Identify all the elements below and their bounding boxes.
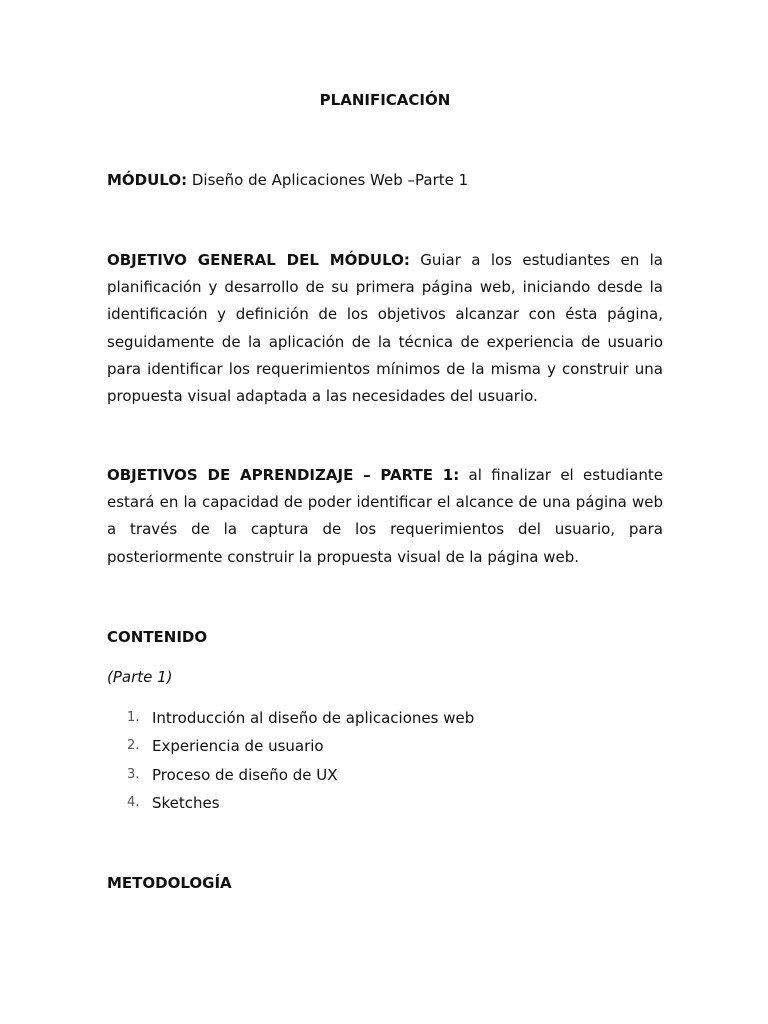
list-item-number: 3. xyxy=(127,766,140,782)
general-objective-label: OBJETIVO GENERAL DEL MÓDULO: xyxy=(107,251,410,269)
list-item-text: Proceso de diseño de UX xyxy=(152,765,338,784)
learning-objectives-text: al finalizar el estudiante estará en la capacidad de poder identificar el alcance de una página web a través de la captura de los requerimientos del usuario, para posteriormente construir la propuesta visual de la página web. xyxy=(107,466,663,566)
methodology-heading: METODOLOGÍA xyxy=(107,874,232,892)
content-list xyxy=(107,707,663,820)
module-value: Diseño de Aplicaciones Web –Parte 1 xyxy=(187,171,469,189)
list-item-number: 4. xyxy=(127,794,140,810)
list-item xyxy=(107,707,663,735)
module-label: MÓDULO: xyxy=(107,171,188,189)
general-objective-text: Guiar a los estudiantes en la planificación y desarrollo de su primera página web, iniciando desde la identificación y definición de los objetivos alcanzar con ésta página, seguidamente de la aplicación de la técnica de experiencia de usuario para identificar los requerimientos mínimos de la misma y construir una propuesta visual adaptada a las necesidades del usuario. xyxy=(107,251,663,406)
page-title: PLANIFICACIÓN xyxy=(319,91,451,109)
list-item-number: 2. xyxy=(127,738,140,754)
content-heading: CONTENIDO xyxy=(107,628,208,646)
learning-objectives-label: OBJETIVOS DE APRENDIZAJE – PARTE 1: xyxy=(107,466,460,484)
module-line xyxy=(107,170,468,190)
list-item-text: Experiencia de usuario xyxy=(152,737,324,756)
list-item xyxy=(107,764,663,792)
learning-objectives-paragraph xyxy=(107,462,663,571)
list-item xyxy=(107,735,663,763)
content-subtitle: (Parte 1) xyxy=(107,668,173,686)
list-item xyxy=(107,792,663,820)
general-objective-paragraph xyxy=(107,247,663,410)
list-item-text: Introducción al diseño de aplicaciones web xyxy=(152,709,475,727)
list-item-text: Sketches xyxy=(152,793,220,812)
list-item-number: 1. xyxy=(127,710,140,725)
